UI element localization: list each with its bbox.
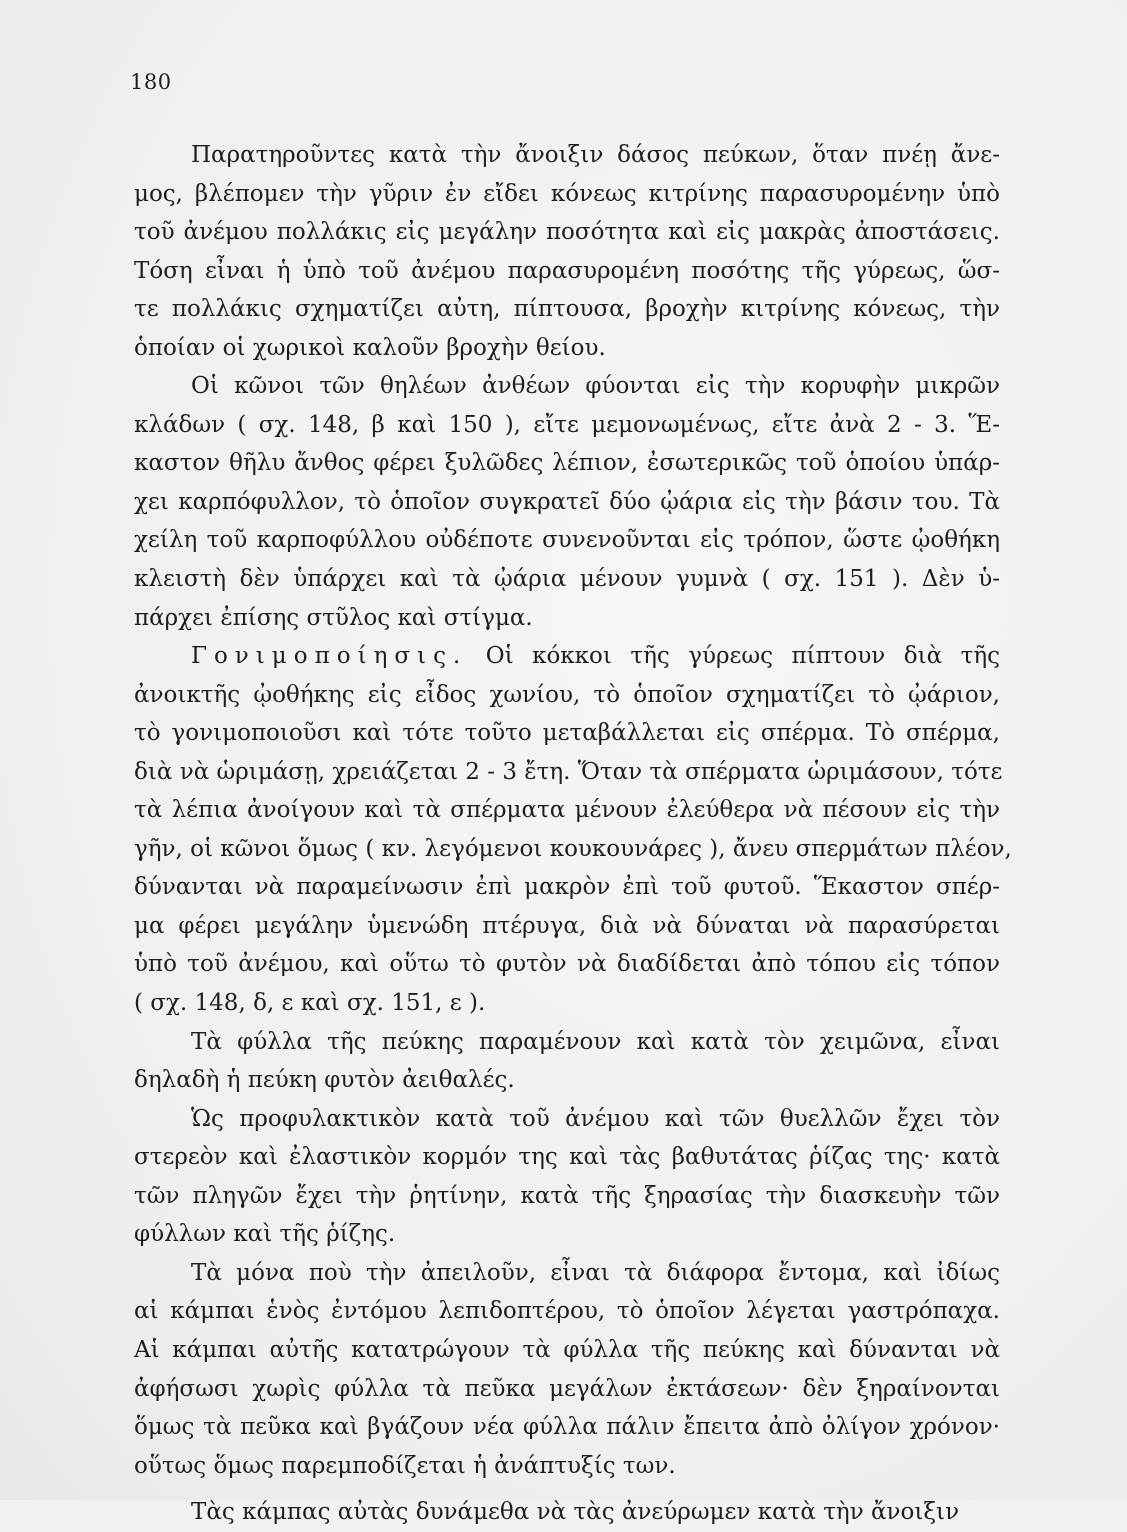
text-line: αἱ κάμπαι ἑνὸς ἐντόμου λεπιδοπτέρου, τὸ ὁποῖον λέγεται γαστρόπαχα. xyxy=(134,1298,1000,1325)
text-line: οὕτως ὅμως παρεμποδίζεται ἡ ἀνάπτυξίς των. xyxy=(134,1452,676,1479)
text-line: Τόση εἶναι ἡ ὑπὸ τοῦ ἀνέμου παρασυρομένη ποσότης τῆς γύρεως, ὥσ- xyxy=(134,257,1000,284)
page-number: 180 xyxy=(130,70,172,94)
text-line: τε πολλάκις σχηματίζει αὐτη, πίπτουσα, βροχὴν κιτρίνης κόνεως, τὴν xyxy=(134,296,1000,323)
text-line: ὁποίαν οἱ χωρικοὶ καλοῦν βροχὴν θείου. xyxy=(134,334,606,361)
text-line: Παρατηροῦντες κατὰ τὴν ἄνοιξιν δάσος πεύκων, ὅταν πνέῃ ἄνε- xyxy=(191,142,1000,168)
text-line: δηλαδὴ ἡ πεύκη φυτὸν ἀειθαλές. xyxy=(134,1067,515,1094)
text-line: τῶν πληγῶν ἔχει τὴν ῥητίνην, κατὰ τῆς ξηρασίας τὴν διασκευὴν τῶν xyxy=(134,1182,1000,1209)
text-line: κλάδων ( σχ. 148, β καὶ 150 ), εἴτε μεμονωμένως, εἴτε ἀνὰ 2 - 3. Ἕ- xyxy=(134,411,1000,438)
text-line: διὰ νὰ ὡριμάσῃ, χρειάζεται 2 - 3 ἔτη. Ὅταν τὰ σπέρματα ὡριμάσουν, τότε xyxy=(134,758,1003,785)
text-line: χει καρπόφυλλον, τὸ ὁποῖον συγκρατεῖ δύο ᾠάρια εἰς τὴν βάσιν του. Τὰ xyxy=(134,488,1000,515)
text-line: φύλλων καὶ τῆς ῥίζης. xyxy=(134,1221,396,1248)
text-line: ἀνοικτῆς ᾠοθήκης εἰς εἶδος χωνίου, τὸ ὁποῖον σχηματίζει τὸ ᾠάριον, xyxy=(134,681,1000,708)
text-line: γῆν, οἱ κῶνοι ὅμως ( κν. λεγόμενοι κουκουνάρες ), ἄνευ σπερμάτων πλέον, xyxy=(134,835,1012,862)
text-line: μος, βλέπομεν τὴν γῦριν ἐν εἴδει κόνεως κιτρίνης παρασυρομένην ὑπὸ xyxy=(134,180,1000,207)
body-text xyxy=(134,136,1012,1532)
text-line: ὅμως τὰ πεῦκα καὶ βγάζουν νέα φύλλα πάλιν ἔπειτα ἀπὸ ὀλίγον χρόνον· xyxy=(134,1414,1000,1441)
text-line: ὑπὸ τοῦ ἀνέμου, καὶ οὕτω τὸ φυτὸν νὰ διαδίδεται ἀπὸ τόπου εἰς τόπον xyxy=(134,951,1000,978)
text-line: πάρχει ἐπίσης στῦλος καὶ στίγμα. xyxy=(134,604,533,631)
text-line: Αἱ κάμπαι αὐτῆς κατατρώγουν τὰ φύλλα τῆς πεύκης καὶ δύνανται νὰ xyxy=(134,1336,1000,1363)
text-line: Οἱ κῶνοι τῶν θηλέων ἀνθέων φύονται εἰς τὴν κορυφὴν μικρῶν xyxy=(191,373,1000,400)
text-line: καστον θῆλυ ἄνθος φέρει ξυλῶδες λέπιον, ἐσωτερικῶς τοῦ ὁποίου ὑπάρ- xyxy=(134,450,1000,477)
text-line: δύνανται νὰ παραμείνωσιν ἐπὶ μακρὸν ἐπὶ τοῦ φυτοῦ. Ἕκαστον σπέρ- xyxy=(134,874,1000,901)
text-line: μα φέρει μεγάλην ὑμενώδη πτέρυγα, διὰ νὰ δύναται νὰ παρασύρεται xyxy=(134,912,1000,939)
text-line: στερεὸν καὶ ἐλαστικὸν κορμόν της καὶ τὰς βαθυτάτας ῥίζας της· κατὰ xyxy=(134,1144,1000,1171)
text-line: τὸ γονιμοποιοῦσι καὶ τότε τοῦτο μεταβάλλεται εἰς σπέρμα. Τὸ σπέρμα, xyxy=(134,720,1000,747)
text-line: ἀφήσωσι χωρὶς φύλλα τὰ πεῦκα μεγάλων ἐκτάσεων· δὲν ξηραίνονται xyxy=(134,1375,1000,1402)
text-line: Ὡς προφυλακτικὸν κατὰ τοῦ ἀνέμου καὶ τῶν θυελλῶν ἔχει τὸν xyxy=(191,1105,1000,1132)
section-heading-word: Γονιμοποίησις. xyxy=(191,643,468,670)
text-line: κλειστὴ δὲν ὑπάρχει καὶ τὰ ᾠάρια μένουν γυμνὰ ( σχ. 151 ). Δὲν ὑ- xyxy=(134,566,1000,593)
section-heading-line: Γονιμοποίησις. Οἱ κόκκοι τῆς γύρεως πίπτουν διὰ τῆς xyxy=(191,643,1000,670)
text-line: ( σχ. 148, δ, ε καὶ σχ. 151, ε ). xyxy=(134,990,486,1017)
text-line: χείλη τοῦ καρποφύλλου οὐδέποτε συνενοῦνται εἰς τρόπον, ὥστε ᾠοθήκη xyxy=(134,527,1000,554)
text-line: τοῦ ἀνέμου πολλάκις εἰς μεγάλην ποσότητα καὶ εἰς μακρὰς ἀποστάσεις. xyxy=(134,219,1000,246)
text-line: Τὰ φύλλα τῆς πεύκης παραμένουν καὶ κατὰ τὸν χειμῶνα, εἶναι xyxy=(191,1028,1000,1055)
text-line: Τὰ μόνα ποὺ τὴν ἀπειλοῦν, εἶναι τὰ διάφορα ἔντομα, καὶ ἰδίως xyxy=(191,1259,1000,1286)
text-line: Τὰς κάμπας αὐτὰς δυνάμεθα νὰ τὰς ἀνεύρωμεν κατὰ τὴν ἄνοιξιν xyxy=(191,1499,960,1526)
text-line: τὰ λέπια ἀνοίγουν καὶ τὰ σπέρματα μένουν ἐλεύθερα νὰ πέσουν εἰς τὴν xyxy=(134,797,1000,824)
